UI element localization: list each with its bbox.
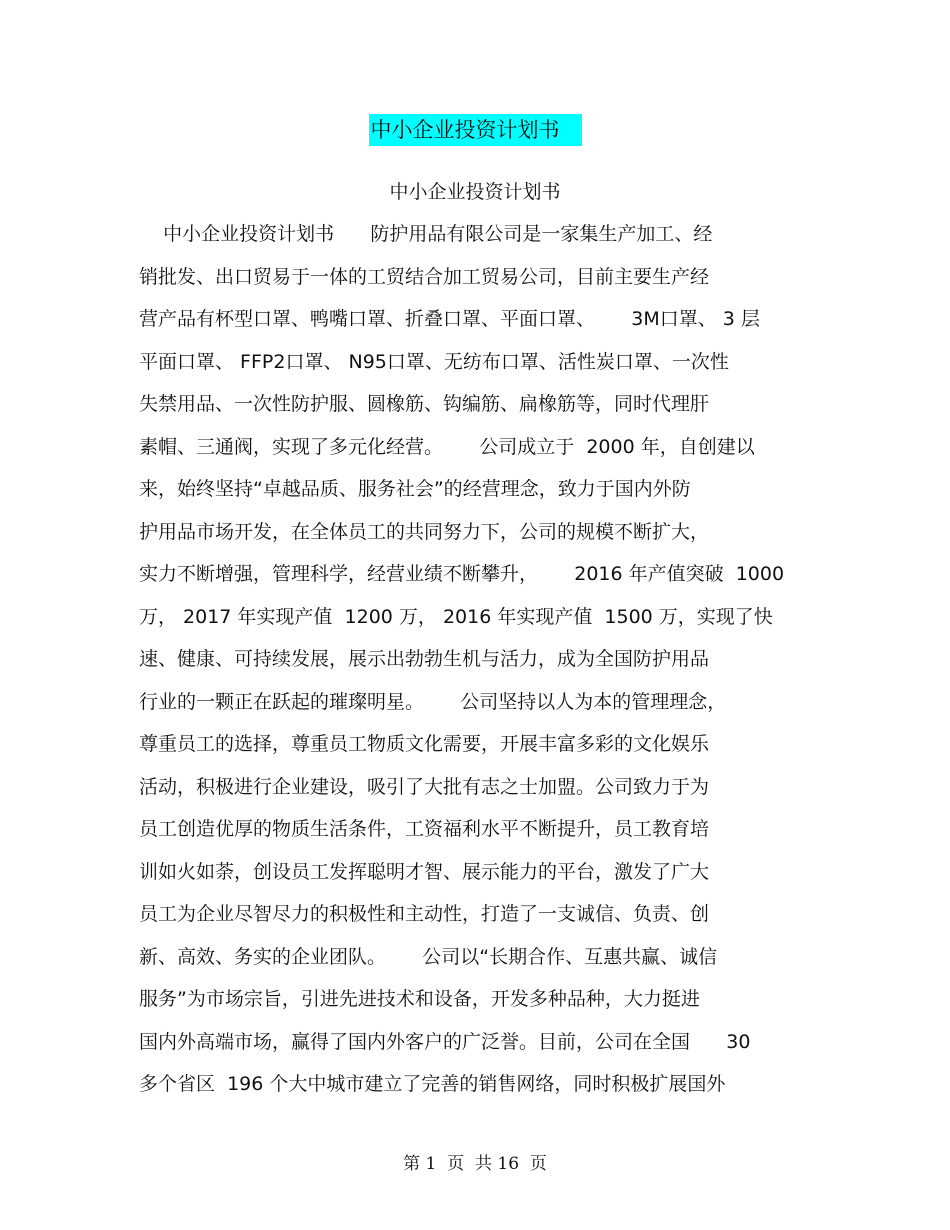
- text-line: 素帽、三通阀，实现了多元化经营。 公司成立于 2000 年，自创建以: [139, 435, 755, 458]
- text-line: 新、高效、务实的企业团队。 公司以“长期合作、互惠共赢、诚信: [139, 945, 718, 968]
- text-line: 实力不断增强，管理科学，经营业绩不断攀升， 2016 年产值突破 1000: [139, 563, 785, 585]
- text-line: 训如火如荼，创设员工发挥聪明才智、展示能力的平台，激发了广大: [139, 860, 710, 883]
- title-row: [0, 114, 950, 146]
- text-line: 失禁用品、一次性防护服、圆橡筋、钩编筋、扁橡筋等，同时代理肝: [139, 393, 710, 415]
- text-line: 来，始终坚持“卓越品质、服务社会”的经营理念，致力于国内外防: [139, 478, 691, 500]
- text-line: 速、健康、可持续发展，展示出勃勃生机与活力，成为全国防护用品: [139, 648, 710, 670]
- page-number: 第 1 页 共 16 页: [403, 1154, 547, 1174]
- text-line: 员工为企业尽智尽力的积极性和主动性，打造了一支诚信、负责、创: [139, 903, 710, 925]
- text-line: 国内外高端市场，赢得了国内外客户的广泛誉。目前，公司在全国 30: [139, 1030, 751, 1053]
- text-line: 销批发、出口贸易于一体的工贸结合加工贸易公司，目前主要生产经: [139, 265, 710, 288]
- text-line: 营产品有杯型口罩、鸭嘴口罩、折叠口罩、平面口罩、 3M口罩、 3 层: [139, 308, 760, 330]
- text-line: 护用品市场开发，在全体员工的共同努力下，公司的规模不断扩大，: [139, 520, 710, 543]
- text-line: 平面口罩、 FFP2口罩、 N95口罩、无纺布口罩、活性炭口罩、一次性: [139, 350, 729, 373]
- text-line: 多个省区 196 个大中城市建立了完善的销售网络，同时积极扩展国外: [139, 1073, 726, 1095]
- text-line: 中小企业投资计划书 防护用品有限公司是一家集生产加工、经: [139, 223, 713, 245]
- text-line: 行业的一颗正在跃起的璀璨明星。 公司坚持以人为本的管理理念，: [139, 690, 727, 713]
- document-subtitle: 中小企业投资计划书: [389, 181, 561, 203]
- text-line: 尊重员工的选择，尊重员工物质文化需要，开展丰富多彩的文化娱乐: [139, 733, 710, 755]
- text-line: 活动，积极进行企业建设，吸引了大批有志之士加盟。公司致力于为: [139, 775, 710, 798]
- text-line: 服务”为市场宗旨，引进先进技术和设备，开发多种品种，大力挺进: [139, 988, 700, 1010]
- document-title: 中小企业投资计划书: [369, 114, 582, 146]
- text-line: 员工创造优厚的物质生活条件，工资福利水平不断提升，员工教育培: [139, 818, 710, 840]
- text-line: 万， 2017 年实现产值 1200 万， 2016 年实现产值 1500 万，实现了快: [139, 605, 773, 628]
- body-text: [139, 220, 819, 1113]
